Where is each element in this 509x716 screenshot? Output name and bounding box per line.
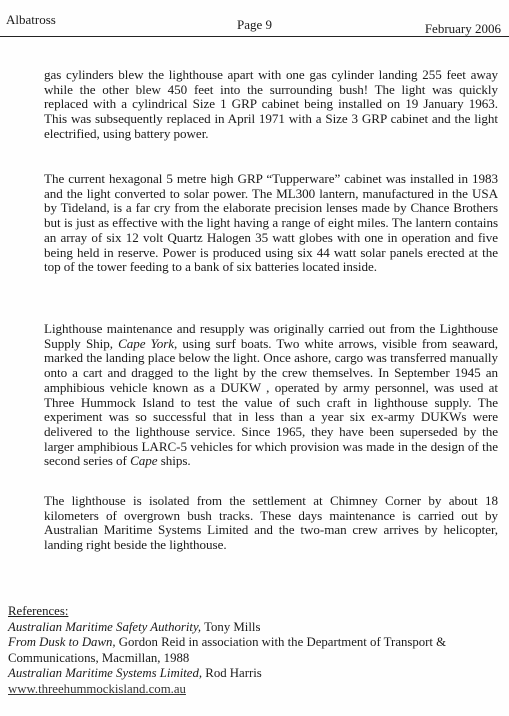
reference-author: Rod Harris	[202, 666, 262, 680]
paragraph-3-text-a: Lighthouse maintenance and resupply was originally carried out from the Lighthouse Supply Ship,	[44, 321, 498, 351]
references-heading: References:	[8, 604, 69, 618]
ship-name-cape-york: Cape York	[118, 335, 175, 351]
paragraph-4: The lighthouse is isolated from the settlement at Chimney Corner by about 18 kilometers of overgrown bush tracks. These days maintenance is carried out by Australian Maritime Systems Limited and the two-man crew arrives by helicopter, landing right beside the lighthouse.	[44, 493, 498, 553]
paragraph-1: gas cylinders blew the lighthouse apart with one gas cylinder landing 255 feet away while the other blew 450 feet into the surrounding bush! The light was quickly replaced with a cylindrical Size 1 GRP cabinet being installed on 19 January 1963. This was subsequently replaced in April 1971 with a Size 3 GRP cabinet and the light electrified, using battery power.	[44, 67, 498, 141]
reference-title: Australian Maritime Systems Limited,	[8, 666, 203, 680]
website-link[interactable]: www.threehummockisland.com.au	[8, 681, 186, 696]
page-number: Page 9	[236, 17, 273, 32]
ship-name-cape: Cape	[130, 453, 158, 469]
paragraph-3	[44, 322, 498, 469]
reference-author: Tony Mills	[201, 619, 261, 634]
reference-item	[8, 620, 503, 636]
reference-title: Australian Maritime Safety Authority,	[8, 619, 202, 634]
reference-title: From Dusk to Dawn,	[8, 635, 116, 649]
reference-author: Gordon Reid in association with the Department of Transport & Communications, Macmillan, 1988	[8, 635, 447, 665]
reference-item	[8, 635, 503, 666]
issue-date: February 2006	[424, 21, 501, 36]
references-section	[8, 604, 503, 697]
paragraph-2: The current hexagonal 5 metre high GRP “Tupperware” cabinet was installed in 1983 and the light converted to solar power. The ML300 lantern, manufactured in the USA by Tideland, is a far cry from the elaborate precision lenses made by Chance Brothers but is just as effective with the light having a range of eight miles. The lantern contains an array of six 12 volt Quartz Halogen 35 watt globes with one in operation and five being held in reserve. Power is produced using six 44 watt solar panels erected at the top of the tower feeding to a bank of six batteries located inside.	[44, 171, 498, 275]
publication-name: Albatross	[6, 12, 56, 27]
paragraph-3-text-b: , using surf boats. Two white arrows, visible from seaward, marked the landing place below the light. Once ashore, cargo was transferred manually onto a cart and dragged to the light by the crew themselves. In September 1945 an amphibious vehicle known as a DUKW , operated by army personnel, was used at Three Hummock Island to test the value of such craft in lighthouse supply. The experiment was so successful that in less than a year six ex-army DUKWs were delivered to the lighthouse service. Since 1965, they have been superseded by the larger amphibious LARC-5 vehicles for which provision was made in the design of the second series of	[44, 335, 498, 469]
reference-item	[8, 666, 503, 682]
paragraph-3-text-c: ships.	[157, 453, 191, 469]
